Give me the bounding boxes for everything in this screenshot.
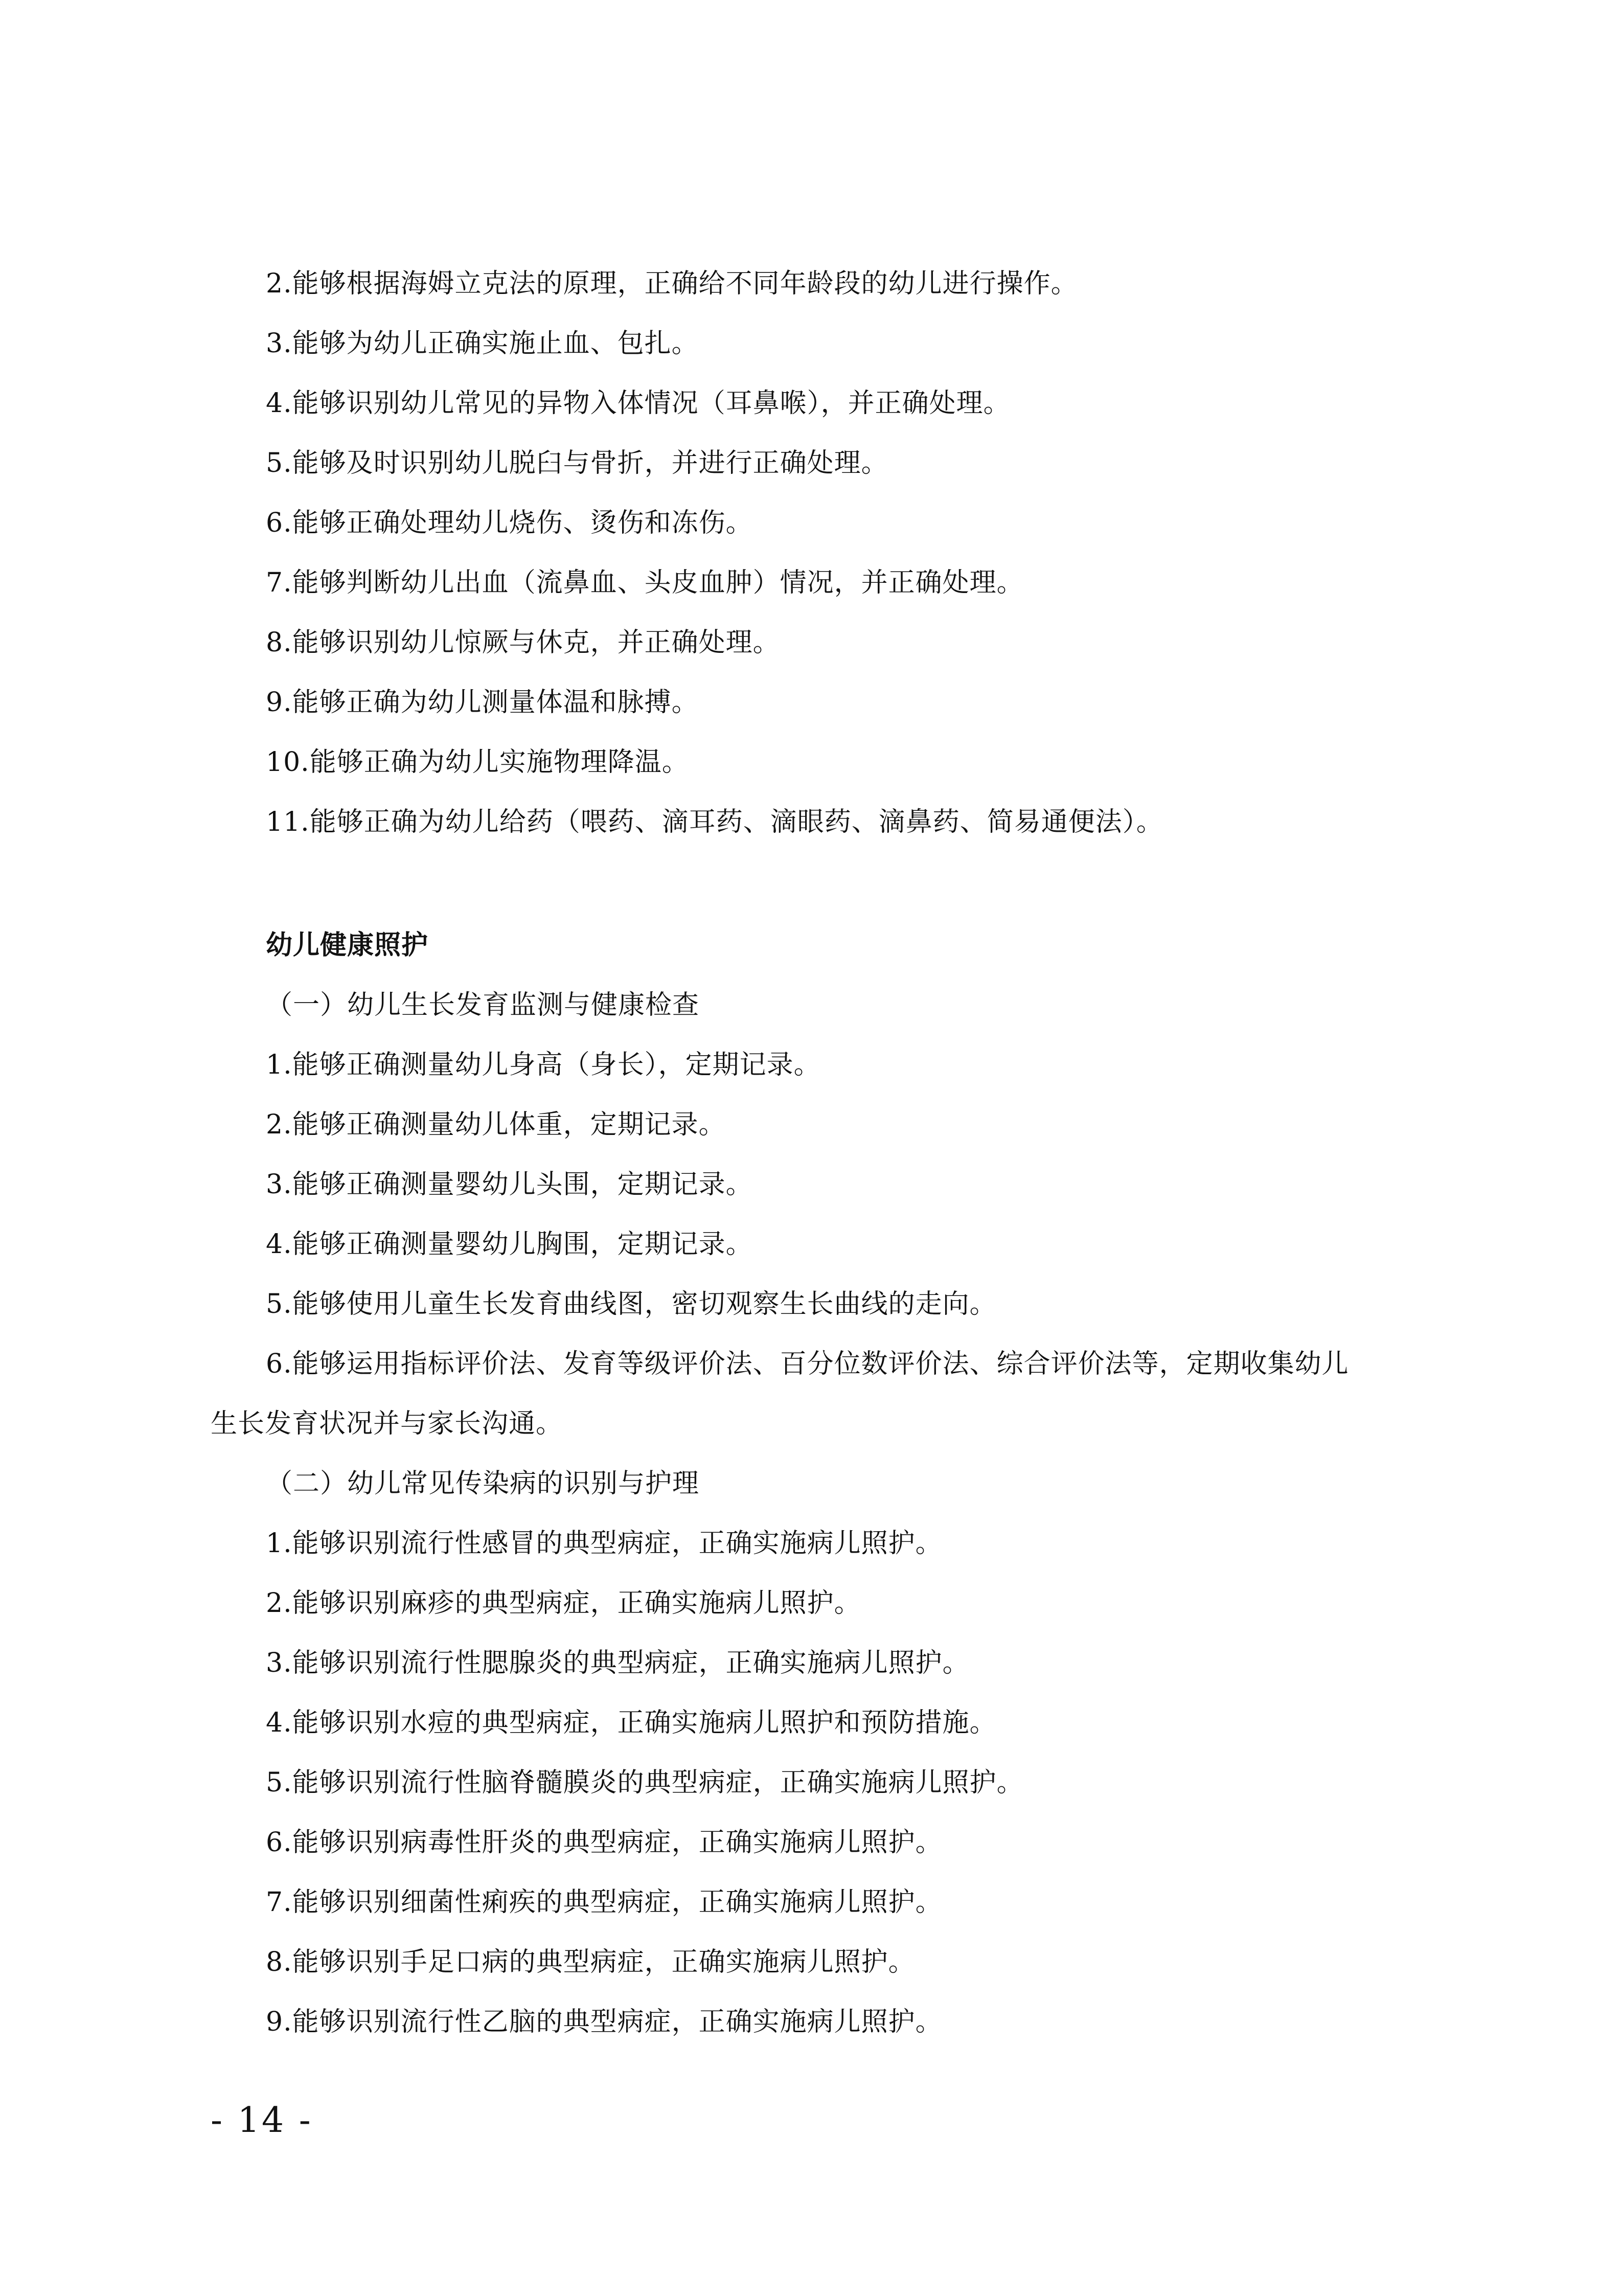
subsection-title: （二）幼儿常见传染病的识别与护理 bbox=[266, 1468, 700, 1499]
list-item-continuation: 生长发育状况并与家长沟通。 bbox=[211, 1408, 563, 1439]
list-item: 3.能够正确测量婴幼儿头围，定期记录。 bbox=[266, 1169, 753, 1200]
list-item: 9.能够正确为幼儿测量体温和脉搏。 bbox=[266, 687, 699, 718]
list-item: 4.能够正确测量婴幼儿胸围，定期记录。 bbox=[266, 1229, 753, 1260]
list-item: 4.能够识别幼儿常见的异物入体情况（耳鼻喉），并正确处理。 bbox=[266, 388, 1011, 419]
list-item: 3.能够识别流行性腮腺炎的典型病症，正确实施病儿照护。 bbox=[266, 1648, 970, 1678]
list-item: 4.能够识别水痘的典型病症，正确实施病儿照护和预防措施。 bbox=[266, 1708, 997, 1738]
list-item: 9.能够识别流行性乙脑的典型病症，正确实施病儿照护。 bbox=[266, 2007, 943, 2037]
list-item: 7.能够判断幼儿出血（流鼻血、头皮血肿）情况，并正确处理。 bbox=[266, 567, 1024, 598]
list-item: 6.能够正确处理幼儿烧伤、烫伤和冻伤。 bbox=[266, 508, 753, 538]
section-heading: 幼儿健康照护 bbox=[266, 930, 429, 961]
list-item: 3.能够为幼儿正确实施止血、包扎。 bbox=[266, 328, 699, 359]
list-item: 5.能够及时识别幼儿脱臼与骨折，并进行正确处理。 bbox=[266, 448, 888, 479]
list-item: 2.能够识别麻疹的典型病症，正确实施病儿照护。 bbox=[266, 1588, 861, 1619]
list-item: 5.能够使用儿童生长发育曲线图，密切观察生长曲线的走向。 bbox=[266, 1289, 997, 1320]
list-item: 2.能够正确测量幼儿体重，定期记录。 bbox=[266, 1109, 726, 1140]
list-item: 8.能够识别手足口病的典型病症，正确实施病儿照护。 bbox=[266, 1947, 916, 1977]
page-number: - 14 - bbox=[211, 2100, 313, 2141]
list-item: 10.能够正确为幼儿实施物理降温。 bbox=[266, 747, 689, 778]
list-item: 8.能够识别幼儿惊厥与休克，并正确处理。 bbox=[266, 627, 780, 658]
list-item: 5.能够识别流行性脑脊髓膜炎的典型病症，正确实施病儿照护。 bbox=[266, 1767, 1024, 1798]
list-item: 6.能够识别病毒性肝炎的典型病症，正确实施病儿照护。 bbox=[266, 1827, 943, 1858]
list-item: 2.能够根据海姆立克法的原理，正确给不同年龄段的幼儿进行操作。 bbox=[266, 268, 1078, 299]
list-item: 1.能够正确测量幼儿身高（身长），定期记录。 bbox=[266, 1050, 821, 1080]
list-item: 11.能够正确为幼儿给药（喂药、滴耳药、滴眼药、滴鼻药、简易通便法）。 bbox=[266, 807, 1163, 837]
list-item: 7.能够识别细菌性痢疾的典型病症，正确实施病儿照护。 bbox=[266, 1887, 943, 1918]
list-item: 1.能够识别流行性感冒的典型病症，正确实施病儿照护。 bbox=[266, 1528, 943, 1559]
subsection-title: （一）幼儿生长发育监测与健康检查 bbox=[266, 990, 700, 1020]
list-item: 6.能够运用指标评价法、发育等级评价法、百分位数评价法、综合评价法等，定期收集幼儿 bbox=[266, 1349, 1349, 1379]
